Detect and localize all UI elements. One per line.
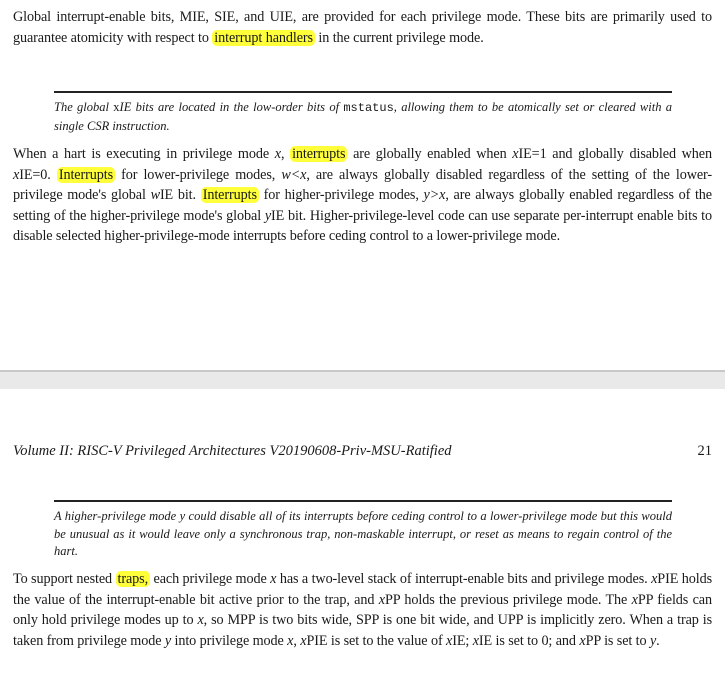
- page-break-separator: [0, 370, 725, 391]
- paragraph-interrupt-enable-bits: Global interrupt-enable bits, MIE, SIE, and UIE, are provided for each privilege mode. These bits are primarily used to guarantee atomicity with respect to interrupt handlers in the current privilege mode.: [13, 9, 712, 46]
- page-number: 21: [697, 443, 712, 459]
- search-highlight: Interrupts: [58, 166, 114, 183]
- search-highlight: interrupts: [292, 146, 346, 162]
- search-highlight: traps,: [117, 571, 149, 587]
- paragraph-nested-traps: To support nested traps, each privilege mode x has a two-level stack of interrupt-enable bits and privilege modes. xPIE holds the value of the interrupt-enable bit active prior to the trap, and xPP holds the previous privilege mode. The xPP fields can only hold privilege modes up to x, so MPP is two bits wide, SPP is one bit wide, and UPP is implicitly zero. When a trap is taken from privilege mode y into privilege mode x, xPIE is set to the value of xIE; xIE is set to 0; and xPP is set to y.: [13, 571, 713, 649]
- paragraph-global-interrupts: When a hart is executing in privilege mode x, interrupts are globally enabled when xIE=1 and globally disabled when xIE=0. Interrupts for lower-privilege modes, w<x, are always globally disabled regardless of the setting of the lower-privilege mode's global wIE bit. Interrupts for higher-privilege modes, y>x, are always globally enabled regardless of the setting of the higher-privilege mode's global yIE bit. Higher-privilege-level code can use separate per-interrupt enable bits to disable selected higher-privilege-mode interrupts before ceding control to a lower-privilege mode.: [13, 146, 713, 244]
- commentary-note: The global xIE bits are located in the low-order bits of mstatus, allowing them to be atomically set or cleared with a single CSR instruction.: [54, 91, 672, 135]
- search-highlight: Interrupts: [202, 187, 257, 203]
- running-header: Volume II: RISC-V Privileged Architectures V20190608-Priv-MSU-Ratified: [13, 443, 452, 459]
- search-highlight: interrupt handlers: [214, 29, 313, 46]
- code-mstatus: mstatus: [343, 101, 394, 115]
- page-lower: [0, 389, 725, 697]
- commentary-note: A higher-privilege mode y could disable all of its interrupts before ceding control to a lower-privilege mode but this would be unusual as it would leave only a synchronous trap, non-maskable interrupt, or reset as means to regain control of the hart.: [54, 500, 672, 561]
